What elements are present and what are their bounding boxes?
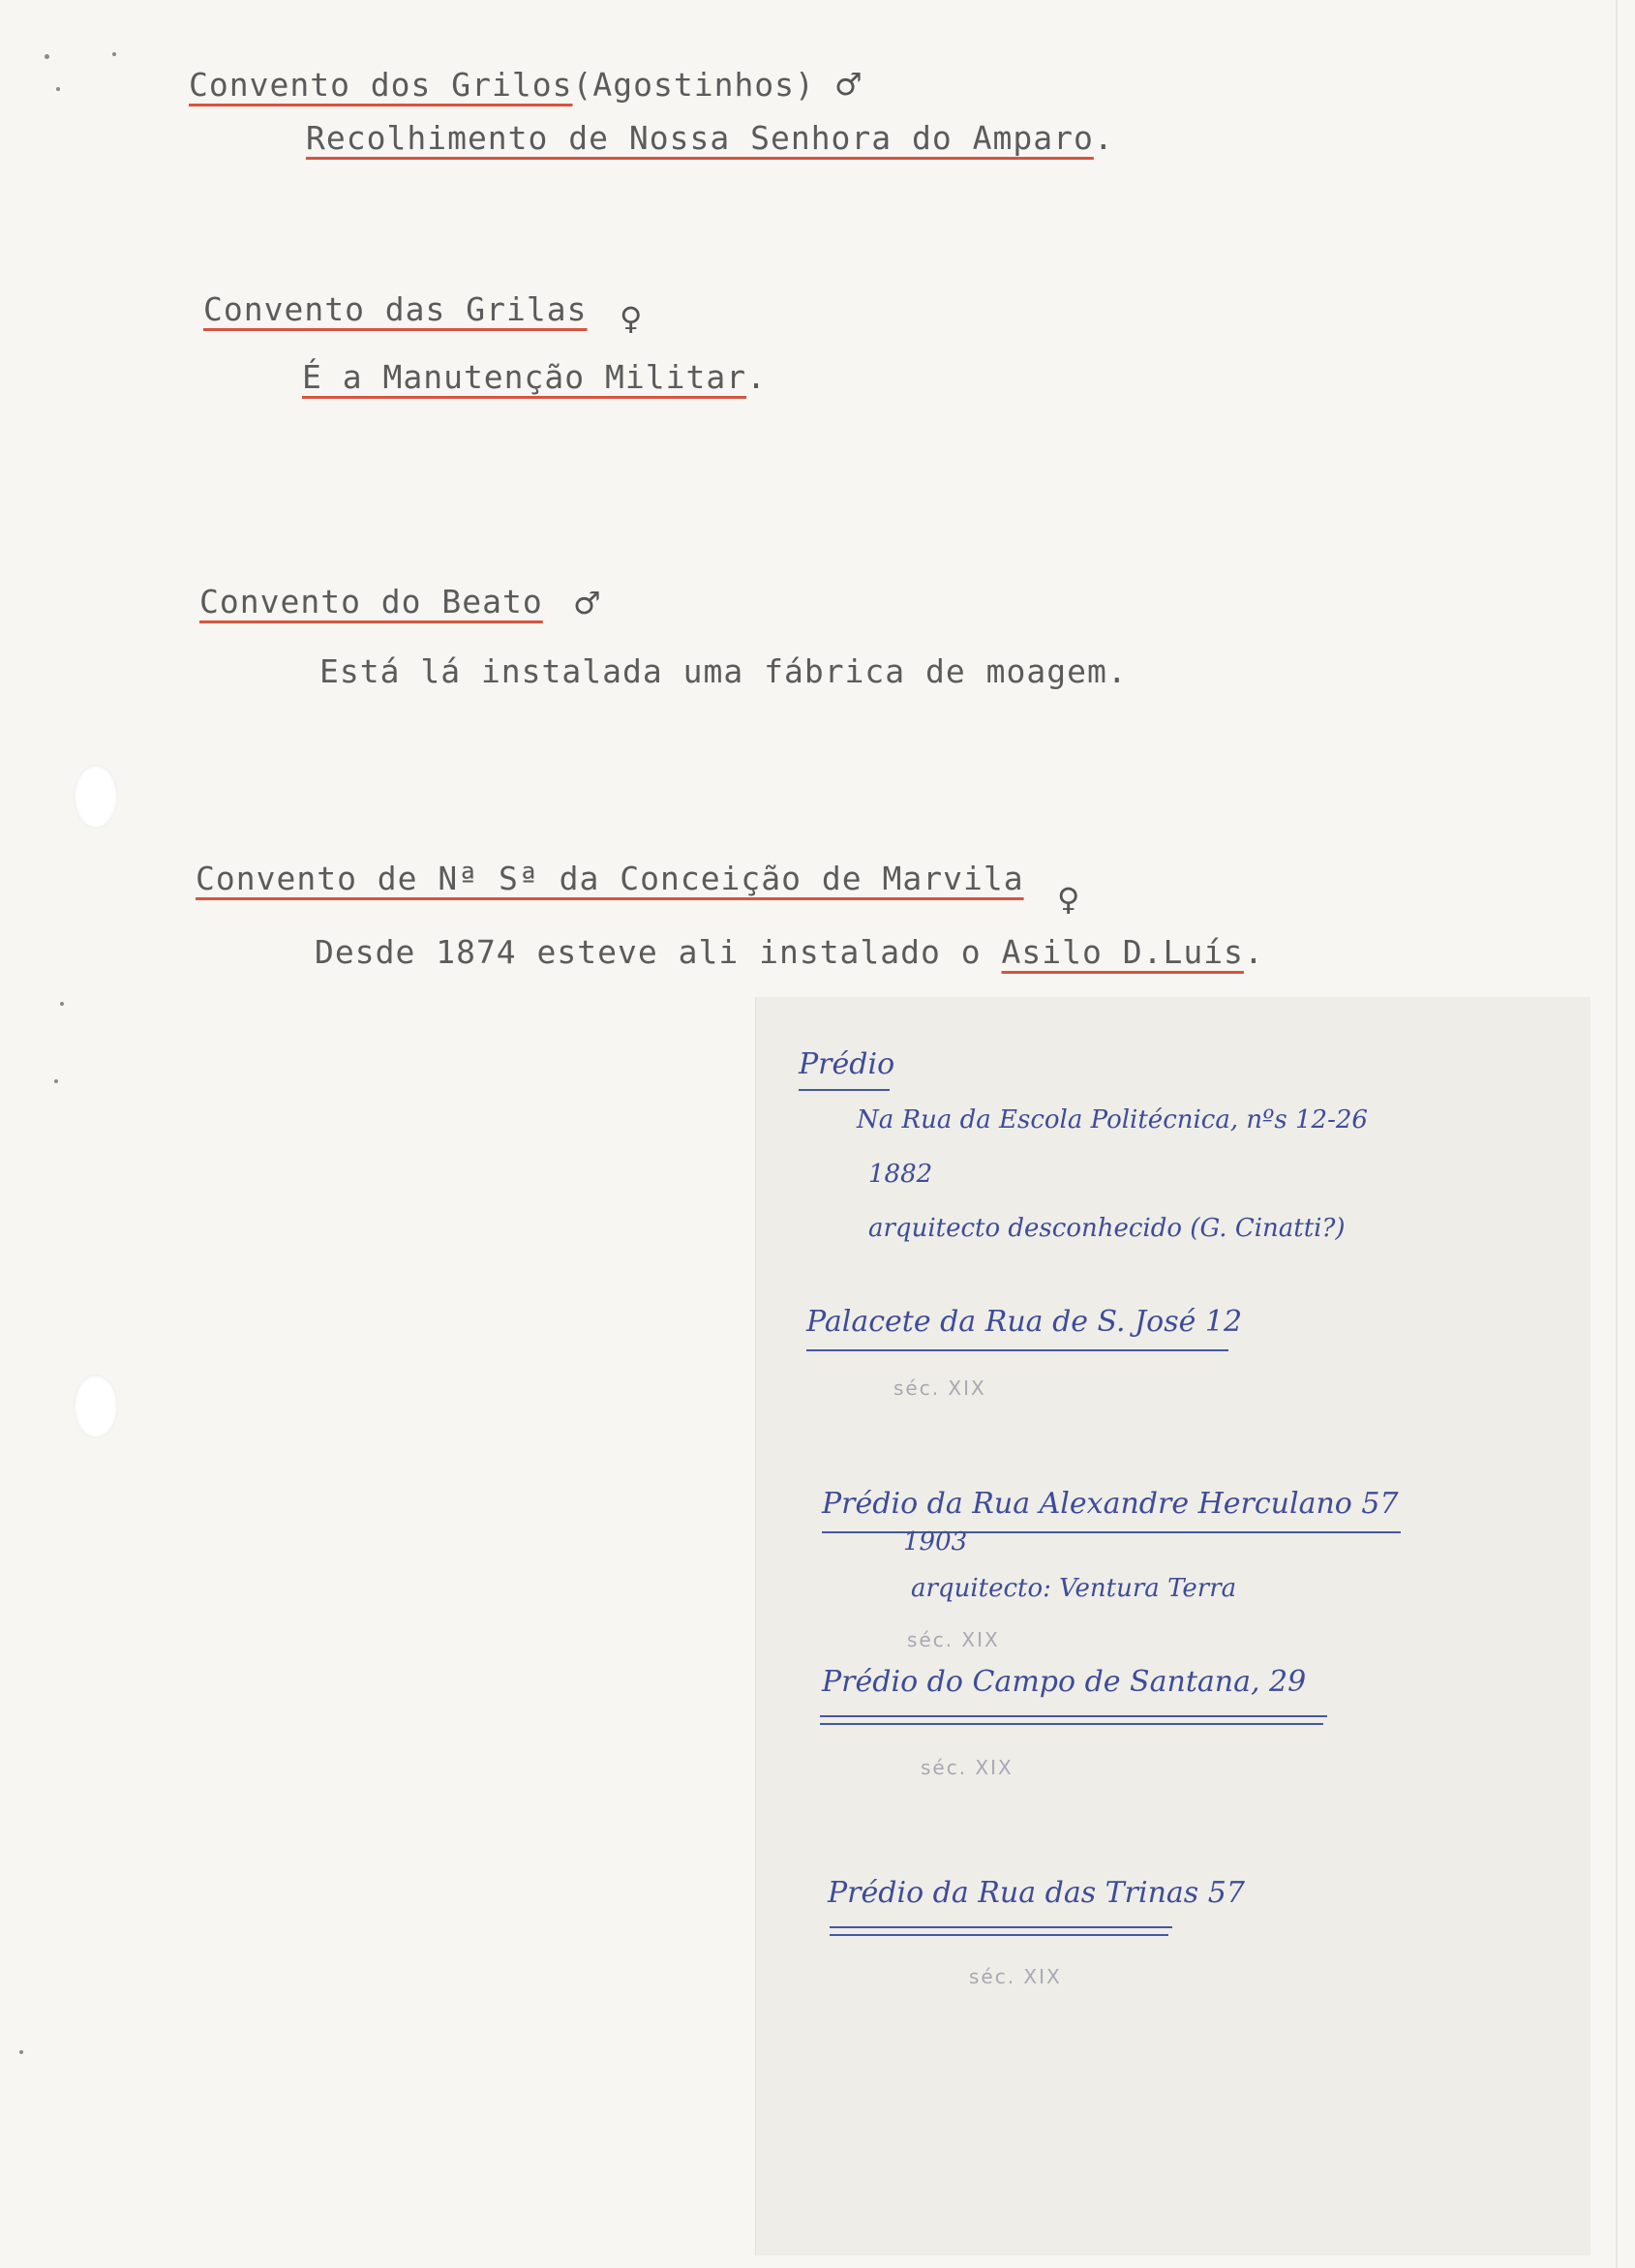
male-symbol-icon: ♂ bbox=[834, 66, 863, 103]
note-1-year: 1882 bbox=[868, 1160, 933, 1189]
entry-3-detail: Está lá instalada uma fábrica de moagem. bbox=[319, 652, 1128, 690]
paper-speck bbox=[112, 52, 116, 56]
note-underline bbox=[820, 1723, 1323, 1725]
note-3-architect: arquitecto: Ventura Terra bbox=[911, 1574, 1237, 1603]
punch-hole bbox=[74, 1375, 118, 1438]
entry-4-title: Convento de Nª Sª da Conceição de Marvila bbox=[196, 860, 1024, 897]
paper-speck bbox=[45, 54, 49, 59]
note-2-title: Palacete da Rua de S. José 12 bbox=[806, 1305, 1243, 1339]
note-underline bbox=[806, 1349, 1228, 1351]
note-underline bbox=[820, 1715, 1327, 1717]
note-1-architect: arquitecto desconhecido (G. Cinatti?) bbox=[868, 1214, 1346, 1243]
paper-speck bbox=[60, 1002, 64, 1006]
entry-4-detail: Desde 1874 esteve ali instalado o Asilo D.Luís. bbox=[315, 933, 1264, 971]
entry-3-title: Convento do Beato bbox=[199, 583, 543, 620]
note-4-period: séc. XIX bbox=[921, 1756, 1014, 1779]
note-underline bbox=[830, 1926, 1172, 1928]
note-1-address: Na Rua da Escola Politécnica, nºs 12-26 bbox=[857, 1105, 1368, 1134]
female-symbol-icon: ♀ bbox=[620, 300, 643, 337]
note-underline bbox=[830, 1934, 1168, 1936]
paper-speck bbox=[56, 87, 60, 91]
note-5-title: Prédio da Rua das Trinas 57 bbox=[828, 1876, 1245, 1910]
male-symbol-icon: ♂ bbox=[573, 585, 601, 621]
entry-2-detail: É a Manutenção Militar. bbox=[302, 358, 767, 396]
page-edge bbox=[1616, 0, 1618, 2268]
note-3-year: 1903 bbox=[903, 1527, 968, 1557]
female-symbol-icon: ♀ bbox=[1057, 881, 1080, 918]
entry-1-detail: Recolhimento de Nossa Senhora do Amparo. bbox=[306, 119, 1114, 157]
note-2-period: séc. XIX bbox=[893, 1376, 986, 1400]
entry-1-title: Convento dos Grilos(Agostinhos) bbox=[189, 66, 815, 104]
note-3-title: Prédio da Rua Alexandre Herculano 57 bbox=[822, 1487, 1399, 1521]
note-5-period: séc. XIX bbox=[969, 1965, 1062, 1988]
handwritten-note-card bbox=[755, 997, 1590, 2255]
punch-hole bbox=[74, 765, 118, 829]
paper-speck bbox=[19, 2050, 23, 2054]
note-underline bbox=[799, 1089, 890, 1091]
note-1-title: Prédio bbox=[799, 1047, 895, 1081]
entry-2-title: Convento das Grilas bbox=[203, 290, 588, 328]
paper-speck bbox=[54, 1079, 58, 1083]
note-3-period: séc. XIX bbox=[907, 1628, 1000, 1651]
note-4-title: Prédio do Campo de Santana, 29 bbox=[822, 1665, 1307, 1699]
